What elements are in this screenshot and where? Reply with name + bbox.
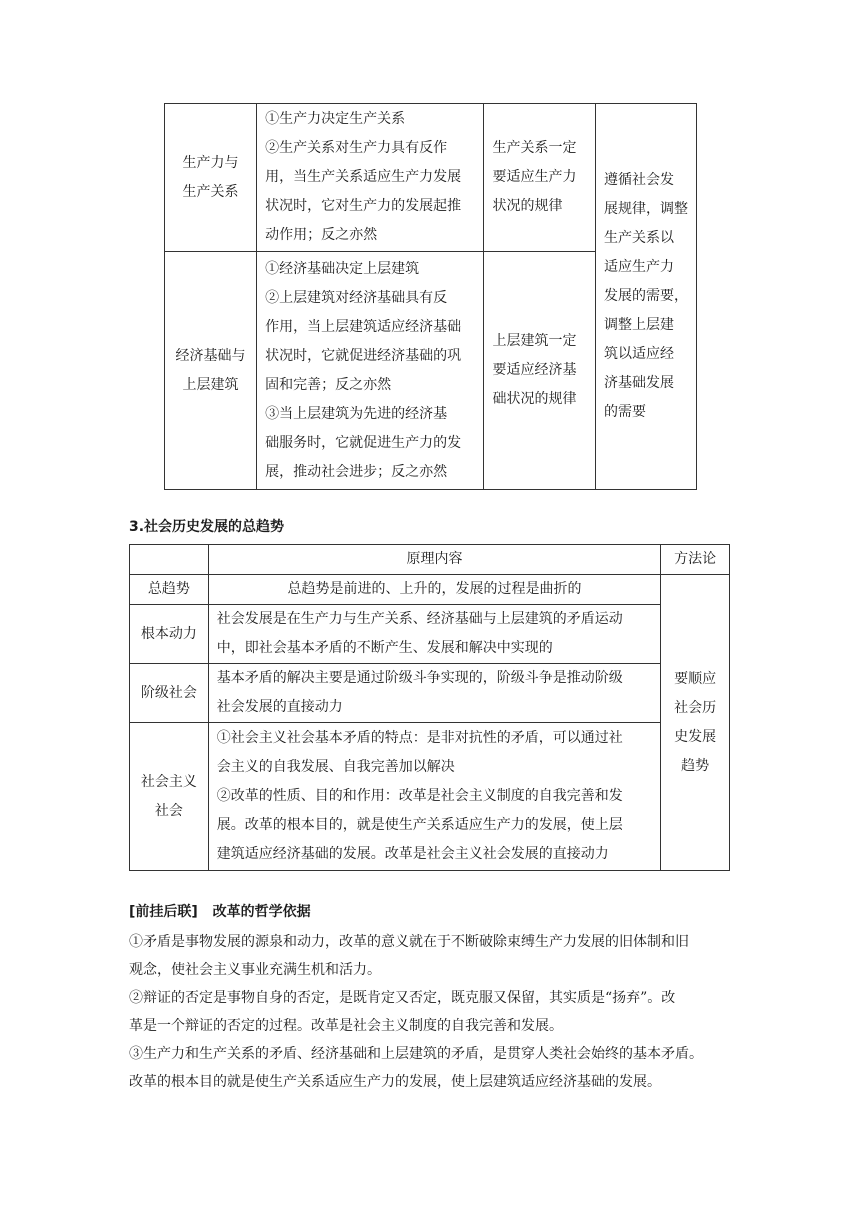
note-line: ②辩证的否定是事物自身的否定，是既肯定又否定，既克服又保留，其实质是“扬弃”。改: [129, 990, 676, 1006]
principle-content: ①经济基础决定上层建筑 ②上层建筑对经济基础具有反 作用，当上层建筑适应经济基础 状况时，它就促进经济基础的巩 固和完善；反之亦然 ③当上层建筑为先进的经济基 础服务时，它就促进生产力的发 展，推动社会进步；反之亦然: [257, 252, 484, 490]
principle-content: ①生产力决定生产关系 ②生产关系对生产力具有反作 用，当生产关系适应生产力发展 状况时，它对生产力的发展起推 动作用；反之亦然: [257, 104, 484, 252]
row-content: 基本矛盾的解决主要是通过阶级斗争实现的，阶级斗争是推动阶级 社会发展的直接动力: [208, 664, 661, 723]
note-title: 改革的哲学依据: [212, 904, 311, 920]
principles-table: [164, 103, 697, 490]
note-line: 观念，使社会主义事业充满生机和活力。: [129, 962, 381, 978]
rule-cell: 上层建筑一定 要适应经济基 础状况的规律: [484, 252, 596, 490]
methodology-cell: 遵循社会发 展规律，调整 生产关系以 适应生产力 发展的需要， 调整上层建 筑以适应经 济基础发展 的需要: [595, 104, 696, 490]
note-heading: [129, 898, 311, 926]
note-line: 改革的根本目的就是使生产关系适应生产力的发展，使上层建筑适应经济基础的发展。: [129, 1074, 661, 1090]
note-line: ③生产力和生产关系的矛盾、经济基础和上层建筑的矛盾，是贯穿人类社会始终的基本矛盾。: [129, 1046, 703, 1062]
table-row: [165, 104, 697, 252]
header-method: 方法论: [661, 545, 730, 575]
header-blank-cell: [130, 545, 209, 575]
row-content: ①社会主义社会基本矛盾的特点：是非对抗性的矛盾，可以通过社 会主义的自我发展、自我完善加以解决 ②改革的性质、目的和作用：改革是社会主义制度的自我完善和发 展。改革的根本目的，就是使生产关系适应生产力的发展，使上层 建筑适应经济基础的发展。改革是社会主义社会发展的直接动力: [208, 723, 661, 871]
row-label: 根本动力: [130, 605, 209, 664]
row-label: 阶级社会: [130, 664, 209, 723]
note-body: [129, 928, 729, 1096]
row-content: 社会发展是在生产力与生产关系、经济基础与上层建筑的矛盾运动 中，即社会基本矛盾的不断产生、发展和解决中实现的: [208, 605, 661, 664]
table-row: [130, 723, 730, 871]
note-tag: [前挂后联]: [129, 904, 198, 920]
row-label: 总趋势: [130, 575, 209, 605]
header-content: 原理内容: [208, 545, 661, 575]
methodology-cell: 要顺应 社会历 史发展 趋势: [661, 575, 730, 871]
row-label: 生产力与 生产关系: [165, 104, 257, 252]
table-row: [130, 664, 730, 723]
table-header-row: [130, 545, 730, 575]
row-label: 经济基础与 上层建筑: [165, 252, 257, 490]
note-line: 革是一个辩证的否定的过程。改革是社会主义制度的自我完善和发展。: [129, 1018, 563, 1034]
table-row: [130, 575, 730, 605]
trend-table: [129, 544, 730, 871]
row-label: 社会主义 社会: [130, 723, 209, 871]
note-line: ①矛盾是事物发展的源泉和动力，改革的意义就在于不断破除束缚生产力发展的旧体制和旧: [129, 934, 689, 950]
rule-cell: 生产关系一定 要适应生产力 状况的规律: [484, 104, 596, 252]
table-row: [130, 605, 730, 664]
row-content: 总趋势是前进的、上升的，发展的过程是曲折的: [208, 575, 661, 605]
section-heading: 3.社会历史发展的总趋势: [129, 519, 285, 535]
